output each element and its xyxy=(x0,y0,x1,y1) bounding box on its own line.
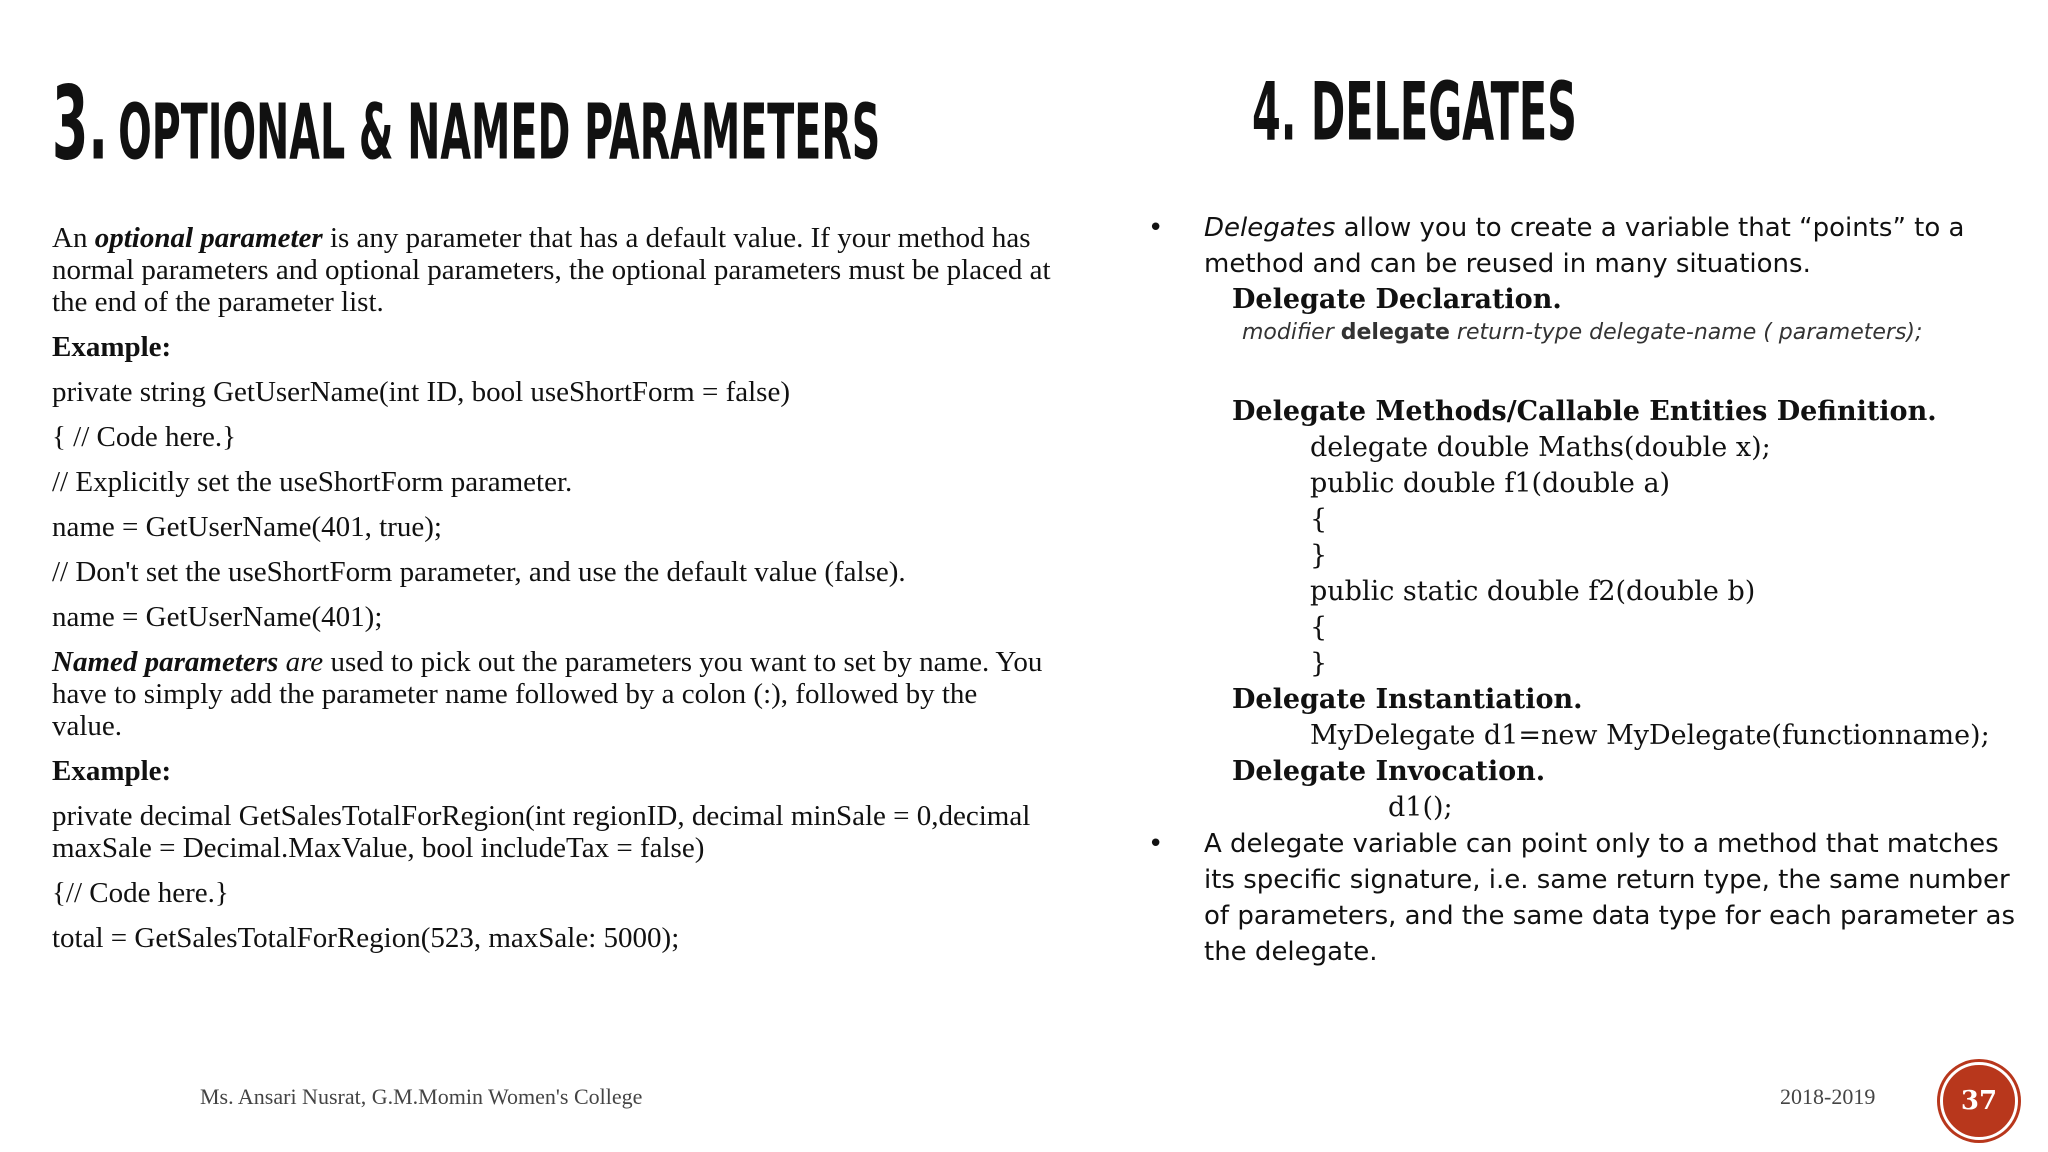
page-number-badge: 37 xyxy=(1940,1062,2018,1140)
footer-author: Ms. Ansari Nusrat, G.M.Momin Women's College xyxy=(200,1084,643,1109)
code-delegate-decl: delegate double Maths(double x); xyxy=(1310,432,1771,463)
code1-line5: // Don't set the useShortForm parameter, and use the default value (false). xyxy=(52,556,906,588)
bullet-delegates-intro xyxy=(1148,210,2028,282)
named-intro xyxy=(52,646,1052,742)
example2-heading: Example: xyxy=(52,755,172,787)
code-f2-signature: public static double f2(double b) xyxy=(1310,576,1756,607)
code2-line3: total = GetSalesTotalForRegion(523, maxSale: 5000); xyxy=(52,922,680,954)
optional-parameter-term: optional parameter xyxy=(94,222,323,254)
bullet2-text: A delegate variable can point only to a method that matches its specific signature, i.e. same return type, the same number of parameters, and the same data type for each parameter as the delegate. xyxy=(1204,829,2016,967)
code-f2-close: } xyxy=(1310,648,1328,679)
declaration-syntax xyxy=(1242,318,2028,348)
named-post: used to pick out the parameters you want to set by name. You have to simply add the parameter name followed by a colon (:), followed by the value. xyxy=(52,646,1043,742)
syntax-modifier: modifier xyxy=(1242,320,1341,345)
footer-year: 2018-2019 xyxy=(1780,1084,1876,1109)
example1-heading: Example: xyxy=(52,331,172,363)
intro-post: is any parameter that has a default value. If your method has normal parameters and optional parameters, the optional parameters must be placed at the end of the parameter list. xyxy=(52,222,1051,318)
declaration-heading: Delegate Declaration. xyxy=(1232,284,1562,315)
code1-line1: private string GetUserName(int ID, bool useShortForm = false) xyxy=(52,376,790,408)
code2-line2: {// Code here.} xyxy=(52,877,229,909)
code-f1-signature: public double f1(double a) xyxy=(1310,468,1671,499)
code1-line6: name = GetUserName(401); xyxy=(52,601,383,633)
code1-line4: name = GetUserName(401, true); xyxy=(52,511,442,543)
named-are: are xyxy=(278,646,324,678)
instantiation-heading: Delegate Instantiation. xyxy=(1232,684,1583,715)
delegate-details xyxy=(1232,282,2028,826)
bullet-dot-icon: • xyxy=(1148,829,1164,859)
code-invocation: d1(); xyxy=(1388,792,1453,823)
code1-line2: { // Code here.} xyxy=(52,421,237,453)
code2-line1: private decimal GetSalesTotalForRegion(int regionID, decimal minSale = 0,decimal maxSale = Decimal.MaxValue, bool includeTax = false) xyxy=(52,800,1031,864)
code-f1-open: { xyxy=(1310,504,1328,535)
delegates-section xyxy=(1148,210,2028,970)
bullet-dot-icon: • xyxy=(1148,213,1164,243)
code-f1-close: } xyxy=(1310,540,1328,571)
syntax-delegate-keyword: delegate xyxy=(1340,320,1450,345)
code1-line3: // Explicitly set the useShortForm parameter. xyxy=(52,466,573,498)
bullet1-text: allow you to create a variable that “points” to a method and can be reused in many situations. xyxy=(1204,213,1965,279)
methods-heading: Delegate Methods/Callable Entities Definition. xyxy=(1232,396,1937,427)
optional-named-section xyxy=(52,222,1052,967)
bullet-signature-match xyxy=(1148,826,2028,970)
code-f2-open: { xyxy=(1310,612,1328,643)
right-title: 4. DELEGATES xyxy=(1252,64,1577,159)
left-title-number: 3. xyxy=(52,64,109,183)
invocation-heading: Delegate Invocation. xyxy=(1232,756,1546,787)
delegates-term: Delegates xyxy=(1204,213,1336,243)
intro-pre: An xyxy=(52,222,95,254)
optional-intro xyxy=(52,222,1052,318)
syntax-rest: return-type delegate-name ( parameters); xyxy=(1449,320,1923,345)
left-title xyxy=(52,64,880,183)
left-title-text: OPTIONAL & NAMED PARAMETERS xyxy=(118,88,881,178)
code-instantiation: MyDelegate d1=new MyDelegate(functionname); xyxy=(1310,720,1990,751)
named-parameters-term: Named parameters xyxy=(52,646,279,678)
